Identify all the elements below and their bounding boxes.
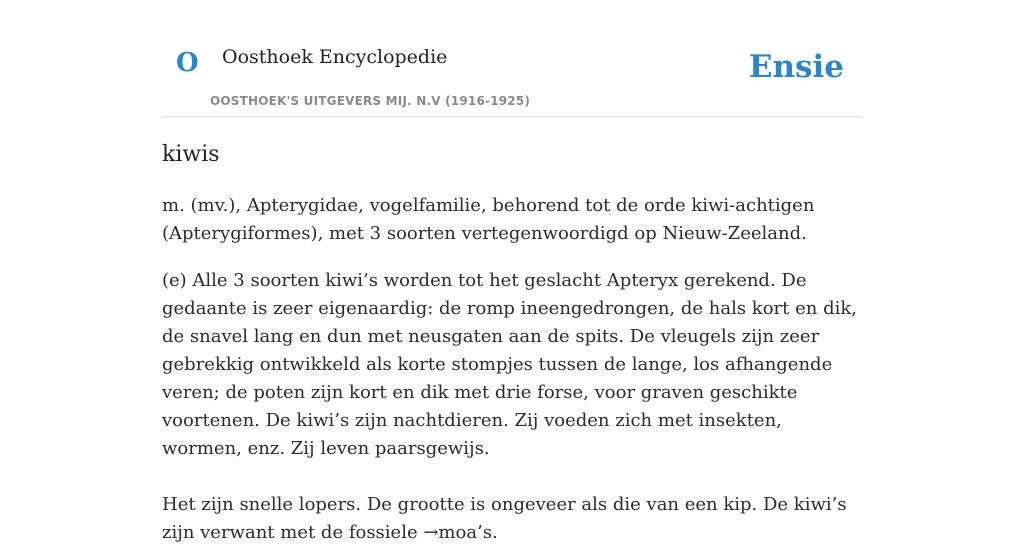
source-header [162,0,862,117]
article-paragraph-2: (e) Alle 3 soorten kiwi’s worden tot het geslacht Apteryx gerekend. De gedaante is zeer eigenaardig: de romp ineengedrongen, de hals kort en dik, de snavel lang en dun met neusgaten aan de spits. De vleugels zijn zeer gebrekkig ontwikkeld als korte stompjes tussen de lange, los afhangende veren; de poten zijn kort en dik met drie forse, voor graven geschikte voortenen. De kiwi’s zijn nachtdieren. Zij voeden zich met insekten, wormen, enz. Zij leven paarsgewijs. [162,270,857,459]
article-paragraph-3: Het zijn snelle lopers. De grootte is ongeveer als die van een kip. De kiwi’s zijn verwant met de fossiele →moa’s. [162,494,847,543]
ensie-logo-link[interactable]: Ensie [748,49,844,85]
article [162,140,862,547]
article-title: kiwis [162,142,220,167]
article-paragraph-1: m. (mv.), Apterygidae, vogelfamilie, behorend tot de orde kiwi-achtigen (Apterygiformes), met 3 soorten vertegenwoordigd op Nieuw-Zeeland. [162,195,815,244]
source-title-link[interactable]: Oosthoek Encyclopedie [222,46,448,68]
source-logo[interactable]: O [176,48,199,78]
source-subtitle: OOSTHOEK'S UITGEVERS MIJ. N.V (1916-1925) [210,94,531,108]
